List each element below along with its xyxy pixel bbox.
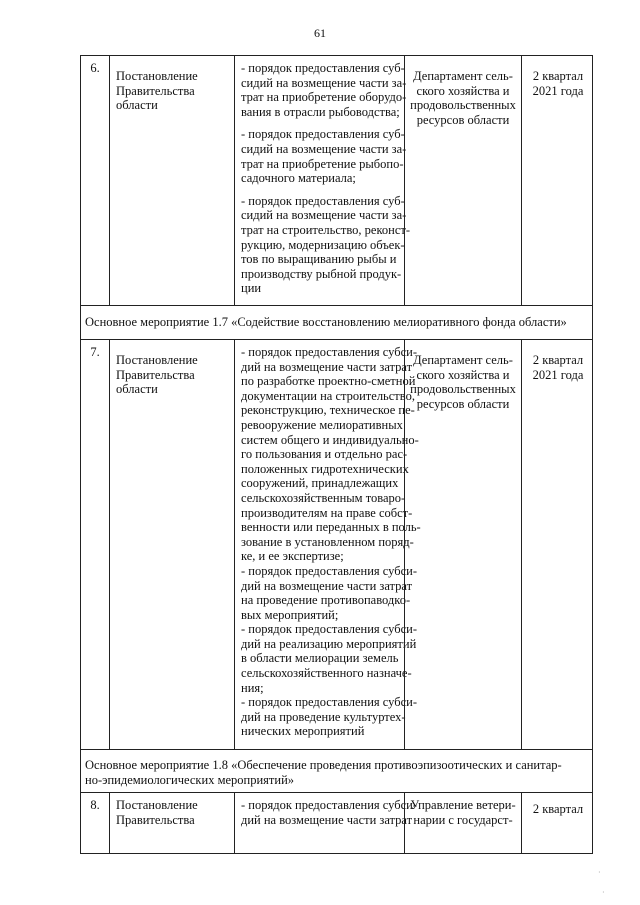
measure-description [234,340,421,749]
responsible-department: Департамент сель- ского хозяйства и продовольственных ресурсов области [404,340,521,749]
page-number: 61 [314,26,326,40]
measure-line: систем общего и индивидуально- [241,432,419,447]
table-row [80,340,593,750]
document-type: Постановление Правительства области [109,340,234,749]
measure-line: дий на возмещение части затрат [241,578,413,593]
measure-line: - порядок предоставления субси- [241,563,417,578]
measures-table [80,55,593,854]
measure-line: дий на реализацию мероприятий [241,636,417,651]
measure-line: производителям на праве собст- [241,505,413,520]
section-heading: Основное мероприятие 1.8 «Обеспечение проведения противоэпизоотических и санитар- но-эпидемиологических мероприятий» [80,750,593,793]
measure-line: сооружений, принадлежащих [241,476,399,491]
measure-line: дий на возмещение части затрат [241,359,413,374]
deadline: 2 квартал 2021 года [521,340,594,749]
measure-line: венности или переданных в поль- [241,520,421,535]
responsible-department: Департамент сель- ского хозяйства и продовольственных ресурсов области [404,56,521,305]
measure-line: зование в установленном поряд- [241,534,414,549]
measure-paragraph: - порядок предоставления суб- сидий на возмещение части за- трат на приобретение оборудо- вания в отрасли рыбоводства; [241,61,407,119]
measure-line: дий на проведение культуртех- [241,709,406,724]
row-number: 6. [90,61,100,75]
table-row [80,793,593,854]
deadline: 2 квартал [521,793,594,853]
measure-line: в области мелиорации земель [241,651,399,666]
measure-line: - порядок предоставления субси- [241,695,417,710]
scan-mark: · [602,888,605,897]
measure-line: - порядок предоставления субси- [241,345,417,359]
row-number: 8. [90,798,100,812]
measure-line: реконструкцию, техническое пе- [241,403,415,418]
measure-line: сельскохозяйственным товаро- [241,490,406,505]
measure-line: ревооружение мелиоративных [241,417,403,432]
measure-line: ния; [241,680,264,695]
measure-line: на проведение противопаводко- [241,593,411,608]
measure-line: сельскохозяйственного назначе- [241,666,412,681]
measure-line: документации на строительство, [241,388,415,403]
measure-line: положенных гидротехнических [241,461,409,476]
responsible-department: Управление ветери- нарии с государст- [404,793,521,853]
measure-line: - порядок предоставления субси- [241,622,417,637]
section-heading: Основное мероприятие 1.7 «Содействие восстановлению мелиоративного фонда области» [80,306,593,340]
row-number: 7. [90,345,100,359]
measure-line: вых мероприятий; [241,607,339,622]
measure-paragraph: - порядок предоставления суб- сидий на возмещение части за- трат на строительство, реконст- рукцию, модернизацию объек- тов по выращиванию рыбы и производству рыбной продук- ции [241,193,411,296]
measure-paragraph: - порядок предоставления суб- сидий на возмещение части за- трат на приобретение рыбопо- садочного материала; [241,127,407,186]
document-type: Постановление Правительства области [109,56,234,305]
measure-description [234,56,411,305]
measure-line: по разработке проектно-сметной [241,374,416,389]
measure-line: нических мероприятий [241,724,365,739]
scan-mark: · [598,868,601,877]
table-row [80,56,593,306]
measure-line: ке, и ее экспертизе; [241,549,344,564]
document-type: Постановление Правительства [109,793,234,853]
measure-line: го пользования и отдельно рас- [241,447,408,462]
deadline: 2 квартал 2021 года [521,56,594,305]
measure-description: - порядок предоставления субси- дий на возмещение части затрат [234,793,404,853]
